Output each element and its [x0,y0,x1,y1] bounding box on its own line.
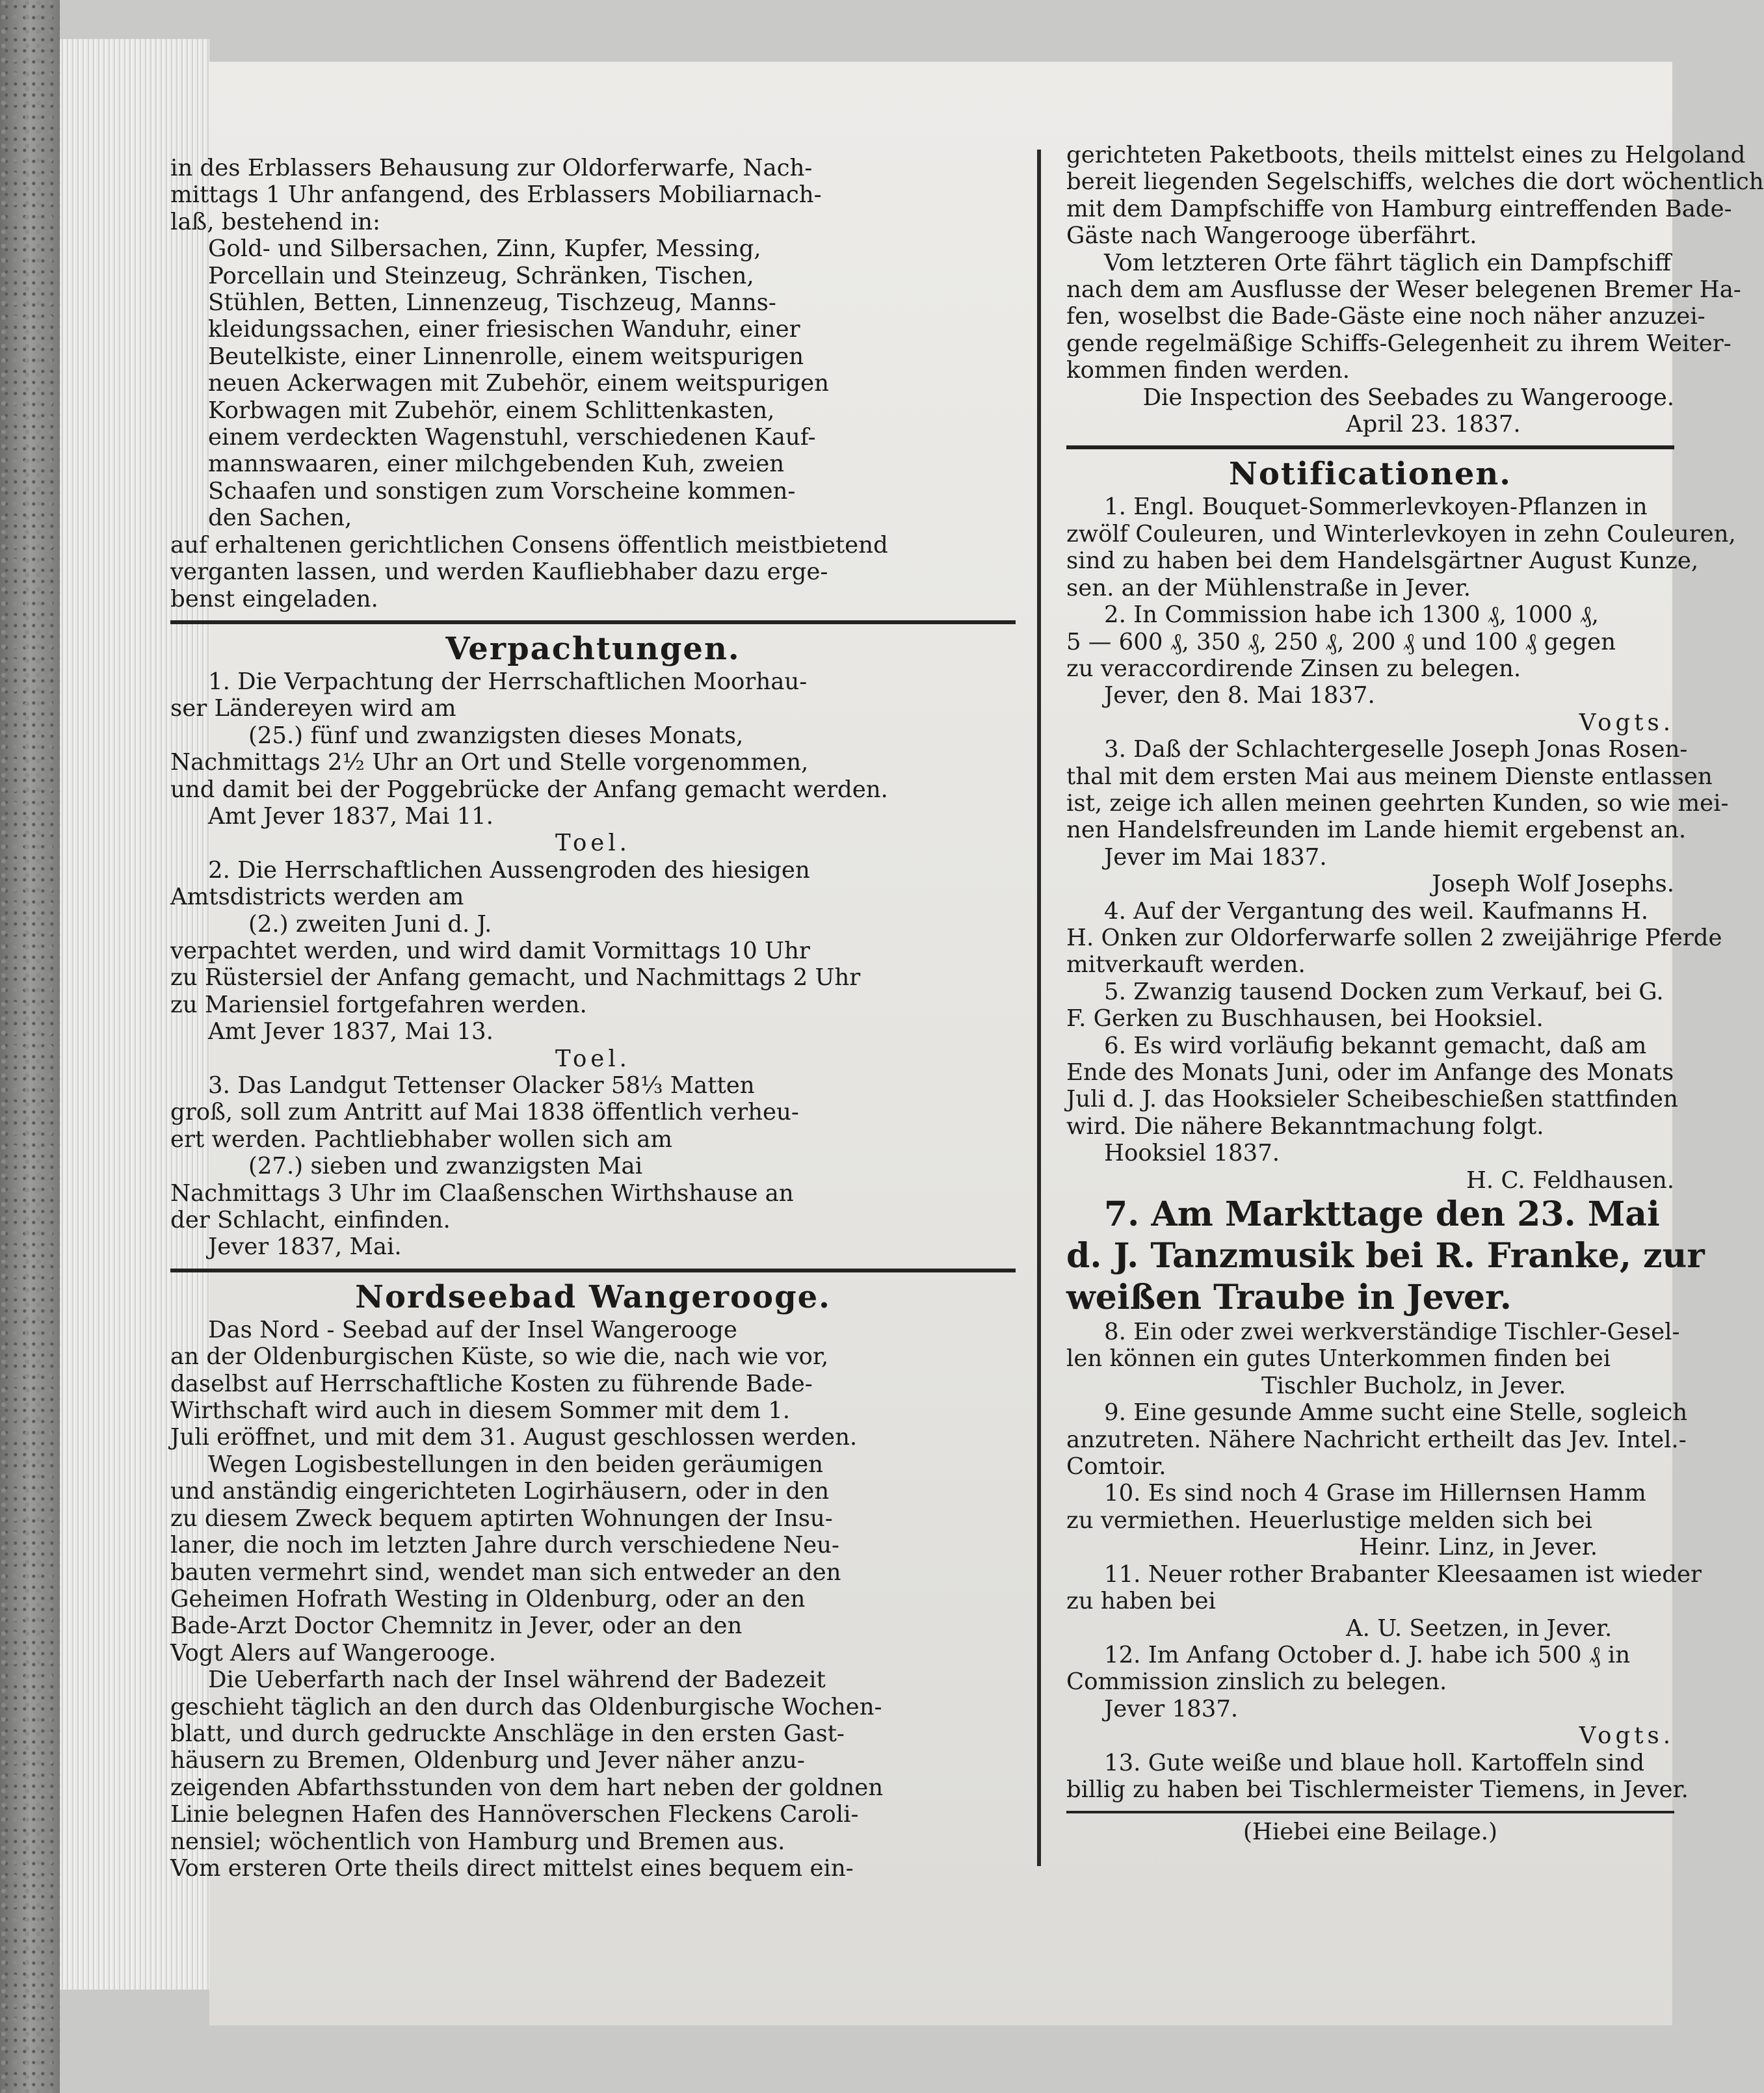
text-line: Nachmittags 3 Uhr im Claaßenschen Wirthshause an [170,1179,794,1207]
text-line: laß, bestehend in: [170,208,380,235]
text-line: und anständig eingerichteten Logirhäusern, oder in den [170,1478,830,1505]
text-line: neuen Ackerwagen mit Zubehör, einem weitspurigen [208,370,829,397]
nordseebad-continued [1066,142,1764,438]
section-rule [1066,445,1674,449]
text-line: Korbwagen mit Zubehör, einem Schlittenkasten, [208,397,775,424]
text-line: fen, woselbst die Bade-Gäste eine noch näher anzuzei- [1066,303,1705,330]
text-line: bereit liegenden Segelschiffs, welches die dort wöchentlich [1066,168,1764,196]
text-line: zeigenden Abfarthsstunden von dem hart neben der goldnen [170,1774,884,1801]
text-line: zu vermiethen. Heuerlustige melden sich bei [1066,1507,1592,1534]
text-line: Commission zinslich zu belegen. [1066,1668,1447,1696]
text-line: ist, zeige ich allen meinen geehrten Kunden, so wie mei- [1066,789,1729,817]
signature: Vogts. [1579,709,1674,736]
section-rule [170,620,1016,624]
notice-11 [1066,1560,1702,1642]
display-line: 7. Am Markttage den 23. Mai [1104,1194,1660,1235]
place-date: April 23. 1837. [1346,411,1521,438]
text-line: Wegen Logisbestellungen in den beiden geräumigen [208,1451,823,1478]
text-line: ert werden. Pachtliebhaber wollen sich am [170,1125,673,1153]
text-line: an der Oldenburgischen Küste, so wie die, nach wie vor, [170,1343,829,1371]
column-divider [1037,150,1041,1866]
right-column [1066,142,1764,1846]
text-line: wird. Die nähere Bekanntmachung folgt. [1066,1112,1544,1140]
text-line: mit dem Dampfschiffe von Hamburg eintreffenden Bade- [1066,195,1732,222]
signature: Toel. [555,1045,631,1072]
text-line: den Sachen, [208,505,352,532]
notice-4 [1066,897,1722,979]
text-line: 13. Gute weiße und blaue holl. Kartoffeln sind [1104,1749,1645,1776]
text-line: Nachmittags 2½ Uhr an Ort und Stelle vorgenommen, [170,749,809,776]
nordseebad-text [170,1317,1016,1882]
notice-12 [1066,1642,1674,1750]
place-date: Jever, den 8. Mai 1837. [1104,682,1375,709]
signature: Tischler Bucholz, in Jever. [1261,1372,1566,1399]
text-line: zu diesem Zweck bequem aptirten Wohnungen der Insu- [170,1505,833,1532]
text-line: Ende des Monats Juni, oder im Anfange des Monats [1066,1059,1674,1086]
text-line: Porcellain und Steinzeug, Schränken, Tischen, [208,262,754,289]
text-line: Vogt Alers auf Wangerooge. [170,1639,496,1666]
date-line: (2.) zweiten Juni d. J. [248,910,492,938]
section-heading-verpachtungen: Verpachtungen. [445,630,741,667]
place-date: Amt Jever 1837, Mai 13. [208,1018,494,1046]
notice-10 [1066,1480,1674,1560]
date-line: (25.) fünf und zwanzigsten dieses Monats, [248,722,744,749]
notice-3 [1066,736,1729,898]
text-line: H. Onken zur Oldorferwarfe sollen 2 zweijährige Pferde [1066,924,1722,951]
footer-note: (Hiebei eine Beilage.) [1243,1819,1497,1846]
text-line: Beutelkiste, einer Linnenrolle, einem weitspurigen [208,343,804,370]
text-line: Vom letzteren Orte fährt täglich ein Dampfschiff [1104,249,1671,276]
text-line: ser Ländereyen wird am [170,695,456,722]
text-line: in des Erblassers Behausung zur Oldorferwarfe, Nach- [170,155,813,181]
text-line: nen Handelsfreunden im Lande hiemit ergebenst an. [1066,817,1687,844]
signature: Heinr. Linz, in Jever. [1359,1534,1598,1561]
text-line: 2. Die Herrschaftlichen Aussengroden des hiesigen [208,856,810,884]
text-line: sind zu haben bei dem Handelsgärtner August Kunze, [1066,547,1699,575]
notice-7 [1066,1194,1705,1319]
text-line: blatt, und durch gedruckte Anschläge in den ersten Gast- [170,1720,845,1747]
notice-13 [1066,1749,1689,1804]
verpachtung-1 [170,668,1016,857]
text-line: zu Rüstersiel der Anfang gemacht, und Nachmittags 2 Uhr [170,964,861,992]
text-line: Juli d. J. das Hooksieler Scheibeschießen stattfinden [1066,1086,1678,1113]
text-line: 1. Engl. Bouquet-Sommerlevkoyen-Pflanzen in [1104,494,1648,521]
items-block [170,235,1016,531]
text-line: der Schlacht, einfinden. [170,1207,451,1234]
text-line: 10. Es sind noch 4 Grase im Hillernsen Hamm [1104,1480,1646,1507]
signature: Joseph Wolf Josephs. [1432,871,1674,898]
text-line: 5. Zwanzig tausend Docken zum Verkauf, bei G. [1104,978,1664,1005]
text-line: daselbst auf Herrschaftliche Kosten zu führende Bade- [170,1370,813,1397]
text-line: Das Nord - Seebad auf der Insel Wangerooge [208,1316,737,1343]
signature: Die Inspection des Seebades zu Wangerooge. [1142,384,1674,411]
text-line: anzutreten. Nähere Nachricht ertheilt das Jev. Intel.- [1066,1426,1687,1453]
date-line: (27.) sieben und zwanzigsten Mai [248,1153,643,1180]
text-line: 2. In Commission habe ich 1300 ₰, 1000 ₰, [1104,601,1599,629]
notice-5 [1066,979,1674,1033]
text-line: einem verdeckten Wagenstuhl, verschiedenen Kauf- [208,424,816,451]
section-heading-notificationen: Notificationen. [1229,456,1512,493]
text-line: geschieht täglich an den durch das Oldenburgische Wochen- [170,1693,882,1720]
text-line: gende regelmäßige Schiffs-Gelegenheit zu ihrem Weiter- [1066,330,1731,357]
text-line: 3. Das Landgut Tettenser Olacker 58⅓ Matten [208,1072,755,1099]
text-line: gerichteten Paketboots, theils mittelst eines zu Helgoland [1066,142,1746,168]
text-line: 1. Die Verpachtung der Herrschaftlichen Moorhau- [208,668,808,695]
text-line: Linie belegnen Hafen des Hannöverschen Fleckens Caroli- [170,1801,859,1828]
place-date: Amt Jever 1837, Mai 11. [208,802,494,830]
text-line: Gold- und Silbersachen, Zinn, Kupfer, Messing, [208,235,761,263]
text-line: Wirthschaft wird auch in diesem Sommer mit dem 1. [170,1397,791,1425]
signature: Vogts. [1579,1722,1674,1750]
text-line: billig zu haben bei Tischlermeister Tiemens, in Jever. [1066,1776,1689,1803]
text-line: F. Gerken zu Buschhausen, bei Hooksiel. [1066,1005,1544,1033]
text-line: zwölf Couleuren, und Winterlevkoyen in zehn Couleuren, [1066,520,1736,547]
notice-2 [1066,601,1674,736]
place-date: Jever 1837. [1104,1695,1239,1722]
notice-8 [1066,1319,1680,1399]
text-line: zu haben bei [1066,1588,1216,1615]
intro-block [170,155,1016,235]
text-line: len können ein gutes Unterkommen finden bei [1066,1345,1611,1373]
notice-1 [1066,494,1736,601]
text-line: mannswaaren, einer milchgebenden Kuh, zweien [208,451,785,478]
text-line: 11. Neuer rother Brabanter Kleesaamen ist wieder [1104,1560,1702,1588]
text-line: zu veraccordirende Zinsen zu belegen. [1066,655,1521,682]
text-line: Gäste nach Wangerooge überfährt. [1066,222,1477,250]
text-line: kleidungssachen, einer friesischen Wanduhr, einer [208,316,800,343]
text-line: mittags 1 Uhr anfangend, des Erblassers Mobiliarnach- [170,181,822,209]
signature: H. C. Feldhausen. [1466,1166,1674,1194]
text-line: 8. Ein oder zwei werkverständige Tischler-Gesel- [1104,1319,1680,1346]
text-line: auf erhaltenen gerichtlichen Consens öffentlich meistbietend [170,531,888,559]
notice-9 [1066,1399,1688,1481]
display-line: weißen Traube in Jever. [1066,1278,1512,1318]
text-line: Geheimen Hofrath Westing in Oldenburg, oder an den [170,1585,806,1613]
display-line: d. J. Tanzmusik bei R. Franke, zur [1066,1236,1705,1276]
signature: Toel. [555,830,631,857]
section-heading-nordseebad: Nordseebad Wangerooge. [355,1278,831,1315]
text-line: nensiel; wöchentlich von Hamburg und Bremen aus. [170,1828,785,1855]
text-line: sen. an der Mühlenstraße in Jever. [1066,574,1471,601]
text-line: 3. Daß der Schlachtergeselle Joseph Jonas Rosen- [1104,736,1688,763]
section-rule [170,1269,1016,1272]
text-line: bauten vermehrt sind, wendet man sich entweder an den [170,1559,841,1586]
text-line: thal mit dem ersten Mai aus meinem Dienste entlassen [1066,763,1713,790]
text-line: Die Ueberfarth nach der Insel während der Badezeit [208,1666,826,1694]
text-line: und damit bei der Poggebrücke der Anfang gemacht werden. [170,776,888,803]
text-line: 4. Auf der Vergantung des weil. Kaufmanns H. [1104,897,1649,925]
verpachtung-3 [170,1072,1016,1261]
text-line: nach dem am Ausflusse der Weser belegenen Bremer Ha- [1066,276,1741,304]
text-line: Amtsdistricts werden am [170,884,464,911]
text-line: 6. Es wird vorläufig bekannt gemacht, daß am [1104,1032,1647,1059]
notice-6 [1066,1032,1678,1194]
text-line: benst eingeladen. [170,585,378,612]
text-line: häusern zu Bremen, Oldenburg und Jever näher anzu- [170,1747,805,1774]
place-date: Jever 1837, Mai. [208,1233,402,1261]
left-column [170,155,1016,1882]
place-date: Hooksiel 1837. [1104,1140,1280,1167]
text-line: verpachtet werden, und wird damit Vormittags 10 Uhr [170,937,810,964]
footer-rule [1066,1811,1674,1813]
text-line: Schaafen und sonstigen zum Vorscheine kommen- [208,477,796,505]
text-line: Comtoir. [1066,1453,1166,1481]
text-line: laner, die noch im letzten Jahre durch verschiedene Neu- [170,1532,840,1559]
text-line: Vom ersteren Orte theils direct mittelst eines bequem ein- [170,1854,854,1882]
closing-block [170,532,1016,612]
text-line: groß, soll zum Antritt auf Mai 1838 öffentlich verheu- [170,1099,799,1126]
text-line: mitverkauft werden. [1066,951,1306,979]
text-line: 12. Im Anfang October d. J. habe ich 500 ₰ in [1104,1641,1631,1668]
verpachtung-2 [170,857,1016,1072]
text-line: verganten lassen, und werden Kaufliebhaber dazu erge- [170,559,828,586]
marbled-edge [0,0,60,2093]
text-line: Juli eröffnet, und mit dem 31. August geschlossen werden. [170,1424,858,1451]
signature: A. U. Seetzen, in Jever. [1346,1614,1613,1642]
text-line: Bade-Arzt Doctor Chemnitz in Jever, oder an den [170,1613,743,1640]
text-line: Stühlen, Betten, Linnenzeug, Tischzeug, Manns- [208,289,776,317]
place-date: Jever im Mai 1837. [1104,843,1327,871]
text-line: kommen finden werden. [1066,357,1350,384]
text-line: zu Mariensiel fortgefahren werden. [170,991,587,1018]
text-line: 9. Eine gesunde Amme sucht eine Stelle, sogleich [1104,1399,1688,1427]
text-line: 5 — 600 ₰, 350 ₰, 250 ₰, 200 ₰ und 100 ₰ gegen [1066,628,1616,655]
